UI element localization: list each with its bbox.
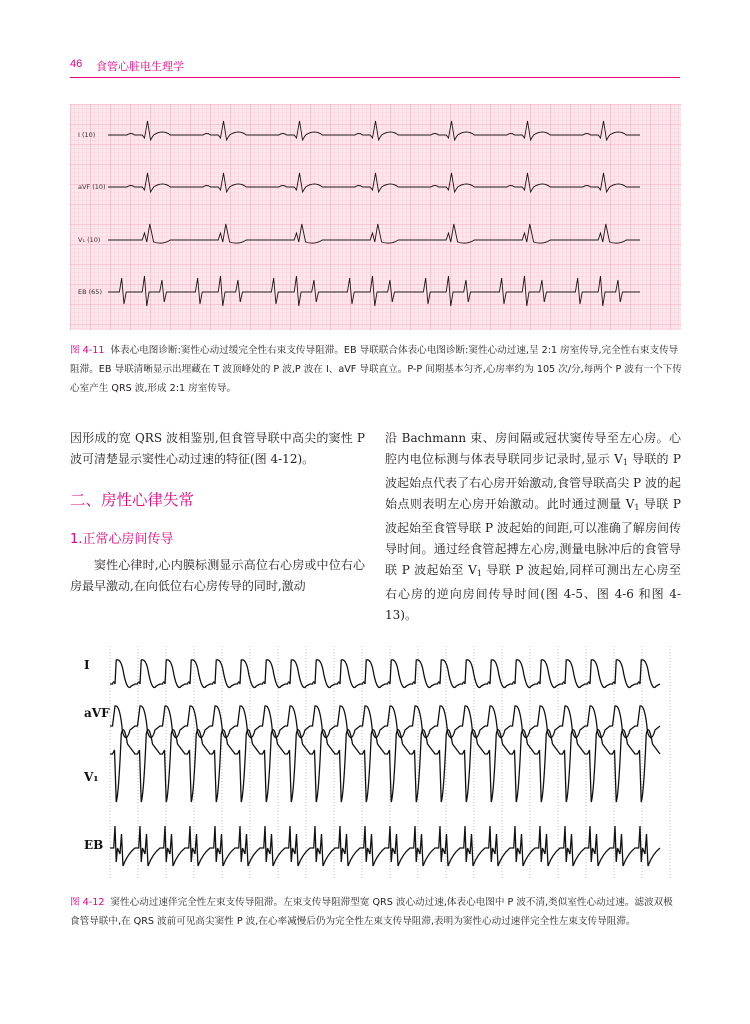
- section-title: 二、房性心律失常: [70, 491, 195, 509]
- caption-text: 窦性心动过速伴完全性左束支传导阻滞。左束支传导阻滞型宽 QRS 波心动过速,体表心电图中 P 波不清,类似室性心动过速。滤波双极食管导联中,在 QRS 波前可见高尖窦性 P 波,在心率减慢后仍为完全性左束支传导阻滞,表明为窦性心动过速伴完全性左束支传导阻滞。: [70, 897, 673, 927]
- page-number: 46: [70, 58, 83, 70]
- ecg-trace-lead-v1: [110, 730, 660, 802]
- caption-text: 体表心电图诊断:窦性心动过缓完全性右束支传导阻滞。EB 导联联合体表心电图诊断:窦性心动过速,呈 2:1 房室传导,完全性右束支传导阻滞。EB 导联清晰显示出埋藏在 T 波顶峰处的 P 波,P 波在 I、aVF 导联直立。P-P 间期基本匀齐,心房率约为 105 次/分,每两个 P 波有一个下传心室产生 QRS 波,形成 2:1 房室传导。: [70, 345, 682, 394]
- figure-number: 图 4-11: [70, 345, 105, 356]
- lead-label-i: I: [84, 658, 90, 672]
- header-rule: [70, 77, 680, 78]
- ecg-4-11-grid: [70, 104, 681, 330]
- ecg-trace-lead-avf: [110, 706, 660, 738]
- lead-label-avf: aVF (10): [78, 183, 106, 191]
- ecg-trace-lead-eb: [110, 826, 660, 866]
- lead-label-avf: aVF: [84, 706, 110, 720]
- paragraph-text: 沿 Bachmann 束、房间隔或冠状窦传导至左心房。心腔内电位标测与体表导联同步记录时,显示 V: [385, 431, 681, 466]
- ecg-figure-4-11: [70, 104, 681, 330]
- subscript: 1: [634, 503, 640, 512]
- subscript: 1: [476, 569, 482, 578]
- lead-label-eb: EB (65): [78, 288, 102, 296]
- subscript: 1: [622, 458, 628, 467]
- ecg-trace-lead-i: [110, 660, 660, 688]
- paragraph: 因形成的宽 QRS 波相鉴别,但食管导联中高尖的窦性 P 波可清楚显示窦性心动过速的特征(图 4-12)。: [70, 431, 365, 466]
- lead-label-v1: V₁ (10): [78, 236, 101, 244]
- figure-caption-4-11: [70, 341, 682, 398]
- running-title: 食管心脏电生理学: [96, 60, 184, 73]
- lead-label-eb: EB: [84, 838, 104, 852]
- paragraph-text: 导联的 P 波起始点代表了右心房开始激动,食管导联高尖 P 波的起始点则表明左心房开始激动。此时通过测量 V: [385, 452, 681, 511]
- ecg-4-12-plot: [70, 644, 682, 880]
- lead-label-v1: V₁: [84, 770, 99, 784]
- subsection-title: 1.正常心房间传导: [70, 532, 174, 547]
- lead-label-i: I (10): [78, 131, 96, 139]
- paragraph-text: 导联 P 波起始,同样可测出左心房至右心房的逆向房间传导时间(图 4-5、图 4-6 和图 4-13)。: [385, 563, 681, 622]
- figure-number: 图 4-12: [70, 897, 105, 908]
- paragraph: 窦性心律时,心内膜标测显示高位右心房或中位右心房最早激动,在向低位右心房传导的同时,激动: [70, 558, 365, 593]
- figure-caption-4-12: [70, 893, 682, 931]
- left-column: [70, 428, 365, 597]
- paragraph-text: 导联 P 波起始至食管导联 P 波起始的间距,可以准确了解房间传导时间。通过经食管起搏左心房,测量电脉冲后的食管导联 P 波起始至 V: [385, 497, 681, 577]
- ecg-figure-4-12: [70, 644, 682, 880]
- right-column: [385, 428, 681, 626]
